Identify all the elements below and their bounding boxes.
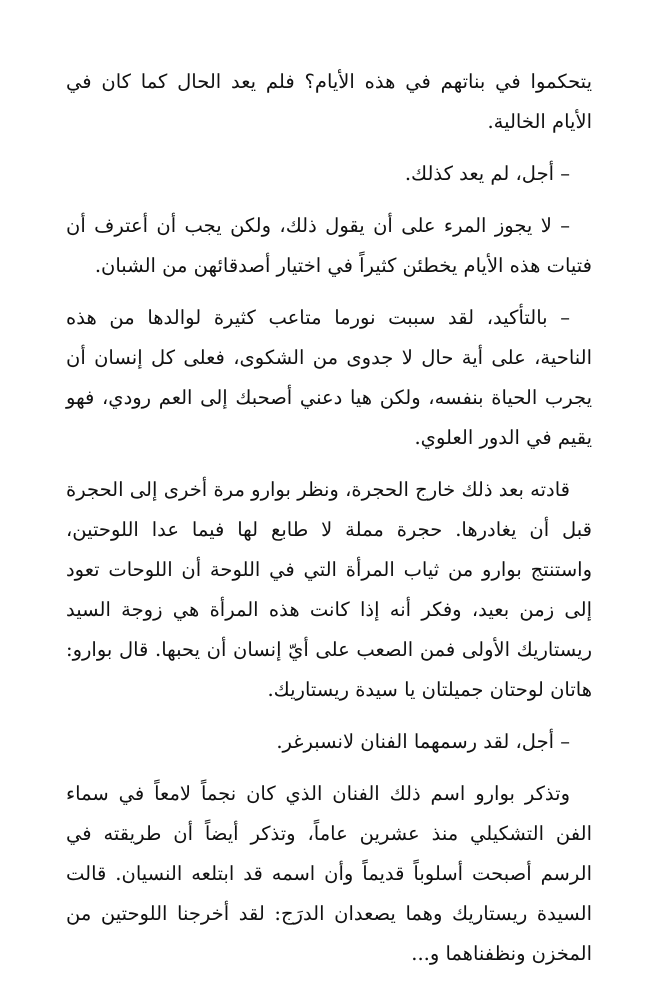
paragraph-5: قادته بعد ذلك خارج الحجرة، ونظر بوارو مرة أخرى إلى الحجرة قبل أن يغادرها. حجرة مملة لا طابع لها فيما عدا اللوحتين، واستنتج بوارو من ثياب المرأة التي في اللوحة أن اللوحات تعود إلى زمن بعيد، وفكر أنه إذا كانت هذه المرأة هي زوجة السيد ريستاريك الأولى فمن الصعب على أيّ إنسان أن يحبها. قال بوارو: هاتان لوحتان جميلتان يا سيدة ريستاريك. [66,478,592,701]
paragraph-6: – أجل، لقد رسمهما الفنان لانسبرغر. [276,730,570,753]
paragraph-3: – لا يجوز المرء على أن يقول ذلك، ولكن يجب أن أعترف أن فتيات هذه الأيام يخطئن كثيراً في اختيار أصدقائهن من الشبان. [66,214,592,277]
book-page [66,62,592,986]
paragraph-2: – أجل، لم يعد كذلك. [404,162,570,185]
paragraph-1: يتحكموا في بناتهم في هذه الأيام؟ فلم يعد الحال كما كان في الأيام الخالية. [66,70,592,133]
paragraph-7: وتذكر بوارو اسم ذلك الفنان الذي كان نجماً لامعاً في سماء الفن التشكيلي منذ عشرين عاماً، وتذكر أيضاً أن طريقته في الرسم أصبحت أسلوباً قديماً وأن اسمه قد ابتلعه النسيان. قالت السيدة ريستاريك وهما يصعدان الدرَج: لقد أخرجنا اللوحتين من المخزن ونظفناهما و... [66,782,592,965]
paragraph-4: – بالتأكيد، لقد سببت نورما متاعب كثيرة لوالدها من هذه الناحية، على أية حال لا جدوى من الشكوى، فعلى كل إنسان أن يجرب الحياة بنفسه، ولكن هيا دعني أصحبك إلى العم رودي، فهو يقيم في الدور العلوي. [66,306,592,449]
